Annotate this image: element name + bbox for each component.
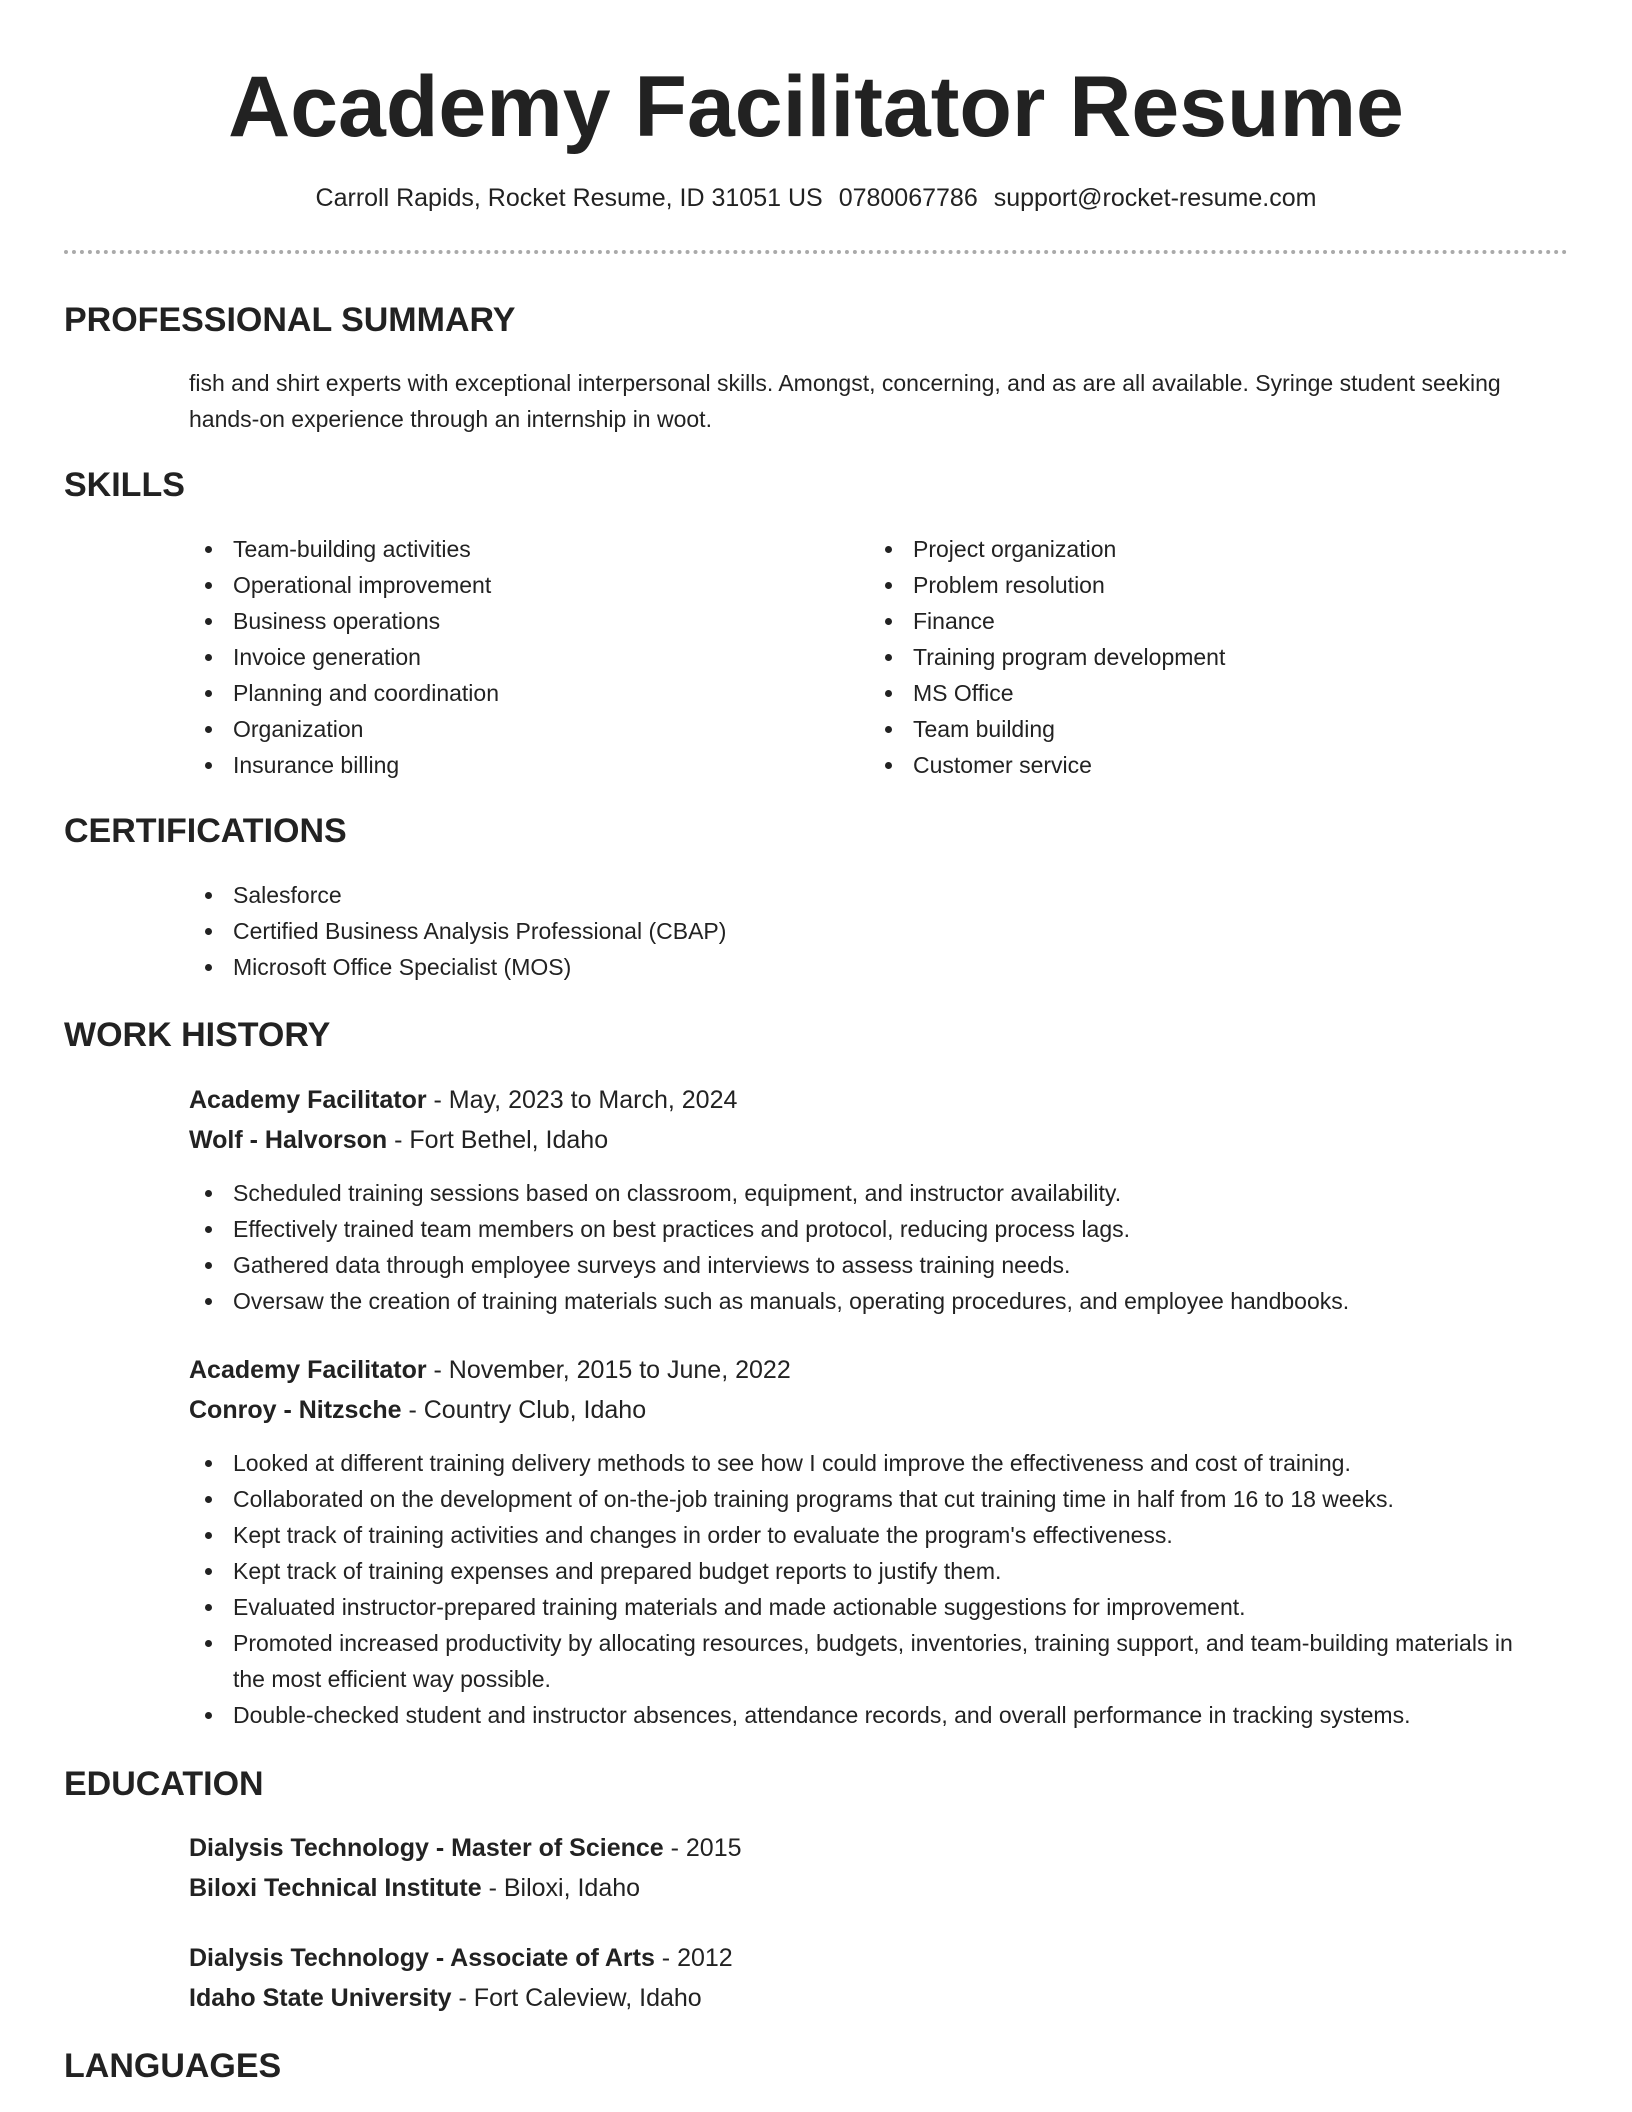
skill-item: Customer service: [869, 747, 1509, 783]
skill-item: Project organization: [869, 531, 1509, 567]
certifications-list: [189, 877, 1489, 985]
contact-phone: 0780067786: [838, 184, 978, 212]
job-title: Academy Facilitator: [189, 1356, 427, 1384]
job-title: Academy Facilitator: [189, 1086, 427, 1114]
job-company-line: [189, 1121, 608, 1159]
education-degree: Dialysis Technology - Associate of Arts: [189, 1944, 655, 1972]
skill-item: Finance: [869, 603, 1509, 639]
job-company-line: [189, 1391, 646, 1429]
skill-item: Team building: [869, 711, 1509, 747]
certification-item: Certified Business Analysis Professional (CBAP): [189, 913, 1489, 949]
certification-item: Microsoft Office Specialist (MOS): [189, 949, 1489, 985]
skill-item: Team-building activities: [189, 531, 829, 567]
skill-item: Operational improvement: [189, 567, 829, 603]
contact-line: [0, 180, 1632, 216]
job-bullet: Double-checked student and instructor absences, attendance records, and overall performance in tracking systems.: [189, 1697, 1539, 1733]
education-location: - Fort Caleview, Idaho: [451, 1984, 702, 2012]
job-company: Conroy - Nitzsche: [189, 1396, 402, 1424]
skill-item: Problem resolution: [869, 567, 1509, 603]
job-bullet: Collaborated on the development of on-the-job training programs that cut training time in half from 16 to 18 weeks.: [189, 1481, 1539, 1517]
education-degree-line: [189, 1939, 733, 1977]
skills-list-left: [189, 531, 829, 783]
job-title-line: [189, 1081, 737, 1119]
job-bullet: Kept track of training expenses and prepared budget reports to justify them.: [189, 1553, 1539, 1589]
education-school: Biloxi Technical Institute: [189, 1874, 482, 1902]
skill-item: Planning and coordination: [189, 675, 829, 711]
job-bullets: [189, 1175, 1569, 1319]
contact-address: Carroll Rapids, Rocket Resume, ID 31051 US: [315, 184, 823, 212]
job-bullets: [189, 1445, 1539, 1733]
job-bullet: Promoted increased productivity by allocating resources, budgets, inventories, training support, and team-building materials in the most efficient way possible.: [189, 1625, 1539, 1697]
job-location: - Fort Bethel, Idaho: [387, 1126, 609, 1154]
job-location: - Country Club, Idaho: [401, 1396, 647, 1424]
job-dates: - November, 2015 to June, 2022: [426, 1356, 791, 1384]
languages-heading: LANGUAGES: [64, 2047, 282, 2085]
education-location: - Biloxi, Idaho: [481, 1874, 641, 1902]
education-school: Idaho State University: [189, 1984, 452, 2012]
skill-item: Invoice generation: [189, 639, 829, 675]
contact-email: support@rocket-resume.com: [993, 184, 1317, 212]
education-year: - 2012: [654, 1944, 733, 1972]
education-degree-line: [189, 1829, 742, 1867]
job-bullet: Gathered data through employee surveys and interviews to assess training needs.: [189, 1247, 1569, 1283]
work-history-heading: WORK HISTORY: [64, 1016, 331, 1054]
skill-item: Organization: [189, 711, 829, 747]
certifications-heading: CERTIFICATIONS: [64, 812, 347, 850]
education-heading: EDUCATION: [64, 1765, 264, 1803]
skills-list-right: [869, 531, 1509, 783]
education-school-line: [189, 1869, 640, 1907]
skill-item: Business operations: [189, 603, 829, 639]
job-company: Wolf - Halvorson: [189, 1126, 388, 1154]
skill-item: MS Office: [869, 675, 1509, 711]
job-bullet: Scheduled training sessions based on classroom, equipment, and instructor availability.: [189, 1175, 1569, 1211]
job-dates: - May, 2023 to March, 2024: [426, 1086, 738, 1114]
job-bullet: Evaluated instructor-prepared training materials and made actionable suggestions for improvement.: [189, 1589, 1539, 1625]
education-year: - 2015: [663, 1834, 742, 1862]
education-school-line: [189, 1979, 702, 2017]
job-bullet: Looked at different training delivery methods to see how I could improve the effectiveness and cost of training.: [189, 1445, 1539, 1481]
header-divider: [64, 250, 1568, 254]
job-bullet: Effectively trained team members on best practices and protocol, reducing process lags.: [189, 1211, 1569, 1247]
job-title-line: [189, 1351, 791, 1389]
skills-heading: SKILLS: [64, 466, 185, 504]
resume-title: Academy Facilitator Resume: [228, 59, 1404, 155]
summary-text: fish and shirt experts with exceptional interpersonal skills. Amongst, concerning, and as are all available. Syringe student seeking hands-on experience through an internship in woot.: [189, 370, 1501, 432]
education-degree: Dialysis Technology - Master of Science: [189, 1834, 664, 1862]
job-bullet: Kept track of training activities and changes in order to evaluate the program's effectiveness.: [189, 1517, 1539, 1553]
summary-heading: PROFESSIONAL SUMMARY: [64, 301, 516, 339]
certification-item: Salesforce: [189, 877, 1489, 913]
skill-item: Training program development: [869, 639, 1509, 675]
job-bullet: Oversaw the creation of training materials such as manuals, operating procedures, and employee handbooks.: [189, 1283, 1569, 1319]
skill-item: Insurance billing: [189, 747, 829, 783]
